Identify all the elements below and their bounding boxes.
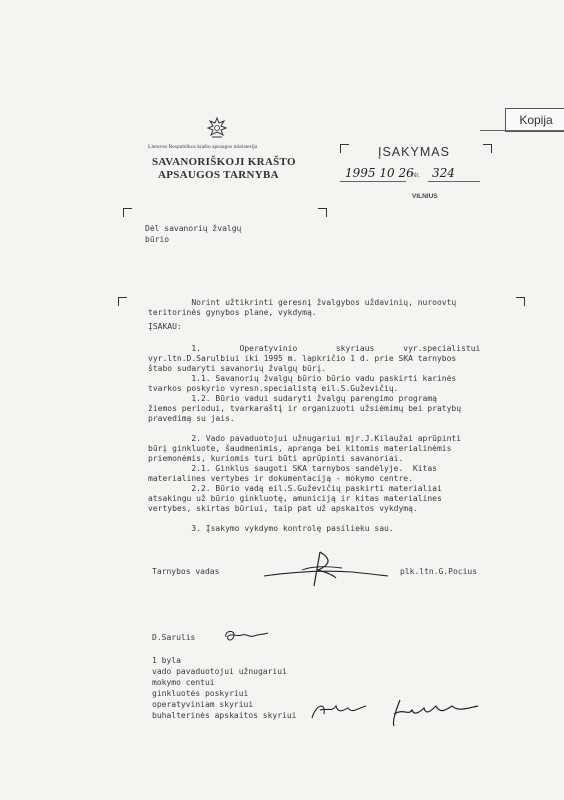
distribution-item: operatyviniam skyriui xyxy=(152,700,254,709)
distribution-item: vado pavaduotojui užnugariui xyxy=(152,667,287,676)
subject-line: Dėl savanorių žvalgų xyxy=(145,224,242,233)
text-line: būrį ginkluote, šaudmenimis, apranga bei kitomis materialinėmis xyxy=(148,444,452,453)
stamp-divider xyxy=(480,130,564,131)
text-line xyxy=(148,514,480,524)
subject-line: būrio xyxy=(145,235,170,244)
text-line: Norint užtikrinti geresnį žvalgybos uždavinių, nuroovtų xyxy=(148,298,457,307)
date-underline xyxy=(340,181,406,182)
author-signature xyxy=(222,627,272,645)
commander-signature xyxy=(262,548,392,588)
text-line: atsakingu už būrio ginkluotę, amuniciją ir kitas materialines xyxy=(148,494,442,503)
order-date: 1995 10 26 xyxy=(345,166,414,180)
number-underline xyxy=(428,181,480,182)
org-name-line1: SAVANORIŠKOJI KRAŠTO xyxy=(152,156,296,168)
intro-paragraph xyxy=(148,298,456,318)
text-line: teritorinės gynybos plane, vykdymą. xyxy=(148,308,317,317)
number-label: Nr. xyxy=(412,173,420,179)
distribution-item: buhalterinės apskaitos skyriui xyxy=(152,711,297,720)
text-line xyxy=(148,424,480,434)
corner-mark xyxy=(123,208,132,217)
text-line: 1. Operatyvinio skyriaus vyr.specialistui xyxy=(148,344,481,353)
place-of-issue: VILNIUS xyxy=(412,193,438,200)
text-line: priemonėmis, kuriomis turi būti aprūpinti savanoriai. xyxy=(148,454,404,463)
distribution-item: mokymo centui xyxy=(152,678,215,687)
text-line: 1.2. Būrio vadui sudaryti žvalgų parengimo programą xyxy=(148,394,437,403)
coat-of-arms-icon xyxy=(204,116,230,140)
signer-name: plk.ltn.G.Pocius xyxy=(400,567,478,576)
text-line: 2. Vado pavaduotojui užnugariui mjr.J.Kilaužai aprūpinti xyxy=(148,434,462,443)
corner-mark xyxy=(318,208,327,217)
corner-mark xyxy=(340,144,349,153)
text-line: pravedimą su jais. xyxy=(148,414,235,423)
distribution-item: 1 byla xyxy=(152,656,181,665)
order-number: 324 xyxy=(432,166,455,180)
org-name-line2: APSAUGOS TARNYBA xyxy=(158,169,279,181)
distribution-list xyxy=(152,655,297,721)
text-line: 1.1. Savanorių žvalgų būrio būrio vadu paskirti karinės xyxy=(148,374,457,383)
text-line: 2.1. Ginklus saugoti SKA tarnybos sandėlyje. Kitas xyxy=(148,464,437,473)
corner-mark xyxy=(118,297,127,306)
text-line: 3. Įsakymo vykdymo kontrolę pasilieku sau. xyxy=(148,524,394,533)
text-line: vertybes, skirtas būriui, taip pat už apskaitos vykdymą. xyxy=(148,504,418,513)
distribution-item: ginkluotės poskyriui xyxy=(152,689,249,698)
handwritten-initials xyxy=(308,696,498,728)
copy-stamp: Kopija xyxy=(505,108,564,132)
document-title: ĮSAKYMAS xyxy=(378,145,450,159)
signer-role: Tarnybos vadas xyxy=(152,567,220,576)
text-line: materialines vertybes ir dokumentaciją - mokymo centre. xyxy=(148,474,413,483)
isakau-heading: ĮSAKAU: xyxy=(148,322,182,331)
author-name: D.Sarulis xyxy=(152,633,196,642)
ministry-name: Lietuvos Respublikos krašto apsaugos ministerija xyxy=(148,144,258,150)
corner-mark xyxy=(483,144,492,153)
text-line: 2.2. Būrio vadą eil.S.Guževičių paskirti materialiai xyxy=(148,484,442,493)
corner-mark xyxy=(516,297,525,306)
text-line: žiemos periodui, tvarkaraštį ir organizuoti užsiėmimų bei pratybų xyxy=(148,404,462,413)
order-body xyxy=(148,344,480,534)
text-line: tvarkos poskyrio vyresn.specialistą eil.S.Guževičių. xyxy=(148,384,399,393)
text-line: vyr.ltn.D.Sarulbiui iki 1995 m. lapkričio 1 d. prie SKA tarnybos xyxy=(148,354,457,363)
text-line: štabo sudaryti savanorių žvalgų būrį. xyxy=(148,364,327,373)
